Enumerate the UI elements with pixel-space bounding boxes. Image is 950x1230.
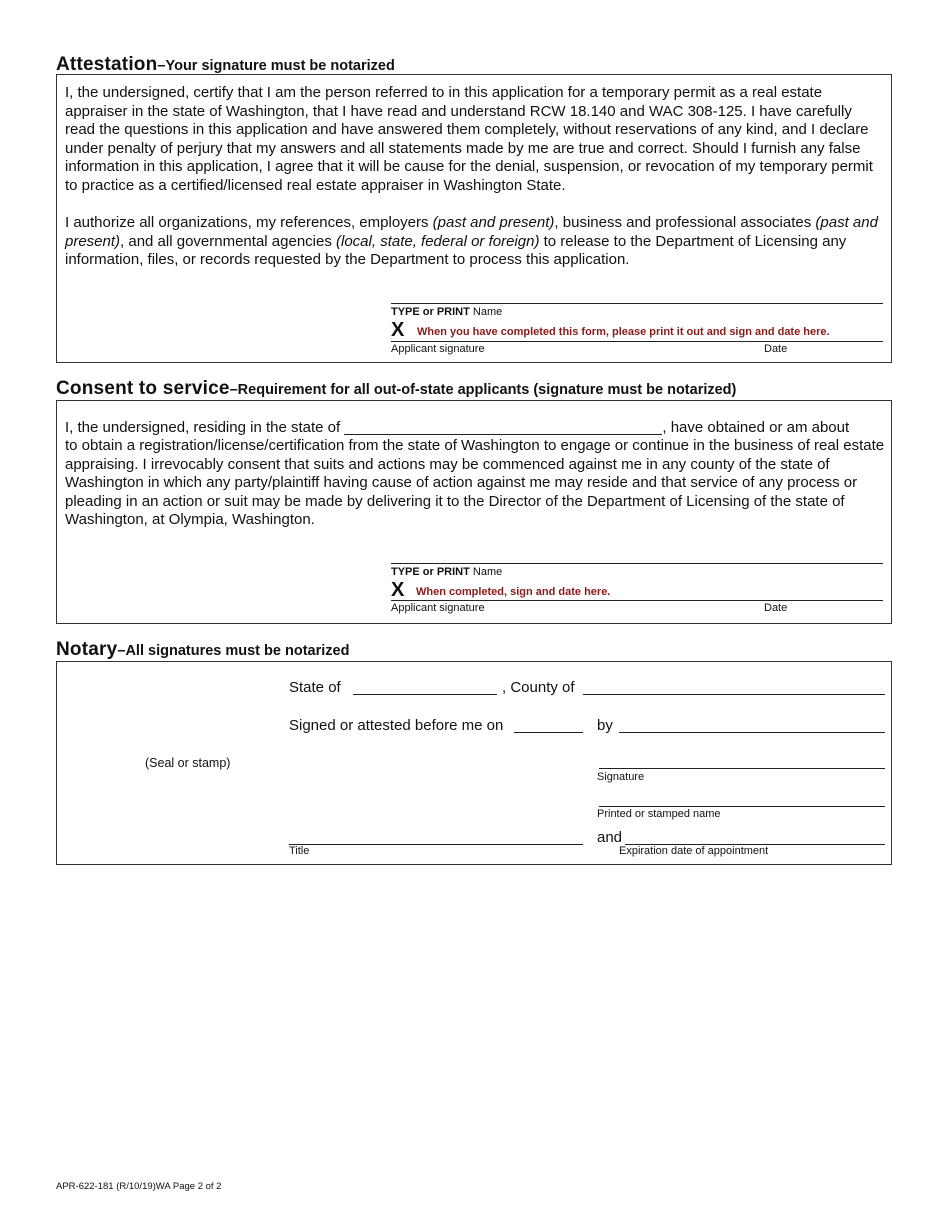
signed-before-label: Signed or attested before me on [289,717,504,734]
consent-date-label: Date [764,602,788,614]
consent-title: Consent to service [56,378,230,399]
attestation-paragraph-2 [65,214,885,270]
para2-text-g: to release to the Department of Licensing any information, files, or records requested by the Department to process this application. [65,232,847,269]
type-print-name-label [391,306,502,318]
notary-county-field[interactable] [583,694,885,695]
consent-signature-x-mark: X [391,579,405,601]
notary-state-field[interactable] [353,694,497,695]
consent-line1-text-a: I, the undersigned, residing in the state of [65,419,345,436]
para2-text-e: , and all governmental agencies [120,232,337,250]
attestation-subtitle: –Your signature must be notarized [157,58,395,74]
para2-italic-b: (past and present) [432,214,555,231]
signature-instruction: When you have completed this form, please print it out and sign and date here. [417,326,830,338]
signature-field-line[interactable] [391,341,883,342]
notary-signature-label: Signature [597,771,645,783]
para2-italic-d: (past and present) [65,214,878,250]
para2-text-a: I authorize all organizations, my references, employers [65,214,433,231]
consent-first-line [65,419,885,438]
consent-applicant-signature-label: Applicant signature [391,602,485,614]
type-print-name: Name [469,306,503,318]
notary-title-label: Title [289,845,310,857]
county-of-label: , County of [502,679,575,696]
signed-date-field[interactable] [514,732,583,733]
printed-name-label: Printed or stamped name [597,808,721,820]
para2-italic-f: (local, state, federal or foreign) [336,232,540,250]
expiration-date-label: Expiration date of appointment [619,845,769,857]
attestation-title: Attestation [56,54,158,75]
consent-type-print-name-label [391,566,502,578]
date-label: Date [764,343,788,355]
notary-subtitle: –All signatures must be notarized [117,643,350,659]
consent-signature-field-line[interactable] [391,600,883,601]
applicant-signature-label: Applicant signature [391,343,485,355]
consent-name-field-line[interactable] [391,563,883,564]
consent-line1-text-b: , have obtained or am about [662,419,850,436]
consent-type-print-name: Name [469,566,503,578]
consent-subtitle: –Requirement for all out-of-state applicants (signature must be notarized) [229,382,737,398]
notary-heading [56,639,349,661]
attestation-heading [56,54,395,76]
consent-signature-instruction: When completed, sign and date here. [416,586,611,598]
signature-x-mark: X [391,319,405,341]
attestation-paragraph-1: I, the undersigned, certify that I am the person referred to in this application for a temporary permit as a real estate appraiser in the state of Washington, that I have read and understand RCW 18.140 and WAC 308-125. I have carefully read the questions in this application and have answered them completely, without reservations of any kind, and I declare under penalty of perjury that my answers and all statements made by me are true and correct. Should I furnish any false information in this application, I agree that it will be cause for the denial, suspension, or revocation of my temporary permit to practice as a certified/licensed real estate appraiser in Washington State. [65,84,873,194]
attestation-box [56,74,892,363]
notary-title-field[interactable] [289,844,583,845]
notary-title: Notary [56,639,118,660]
consent-heading [56,378,736,400]
consent-box [56,400,892,624]
printed-name-field[interactable] [599,806,885,807]
seal-or-stamp-area: (Seal or stamp) [145,756,231,770]
type-print-bold: TYPE or PRINT [391,306,470,318]
state-of-residence-field[interactable] [344,420,662,435]
notary-signature-field[interactable] [599,768,885,769]
and-label: and [597,829,623,846]
consent-type-print-bold: TYPE or PRINT [391,566,470,578]
form-footer: APR-622-181 (R/10/19)WA Page 2 of 2 [56,1181,222,1192]
para2-text-c: , business and professional associates [554,214,816,231]
by-label: by [597,717,613,734]
consent-paragraph: to obtain a registration/license/certification from the state of Washington to engage or continue in the business of real estate appraising. I irrevocably consent that suits and actions may be commenced against me in any county of the state of Washington in which any party/plaintiff having cause of action against me may reside and that service of any process or pleading in an action or suit may be made by delivering it to the Director of the Department of Licensing of the state of Washington, at Olympia, Washington. [65,437,885,529]
name-field-line[interactable] [391,303,883,304]
notary-box [56,661,892,865]
signed-by-field[interactable] [619,732,885,733]
state-of-label: State of [289,679,341,696]
